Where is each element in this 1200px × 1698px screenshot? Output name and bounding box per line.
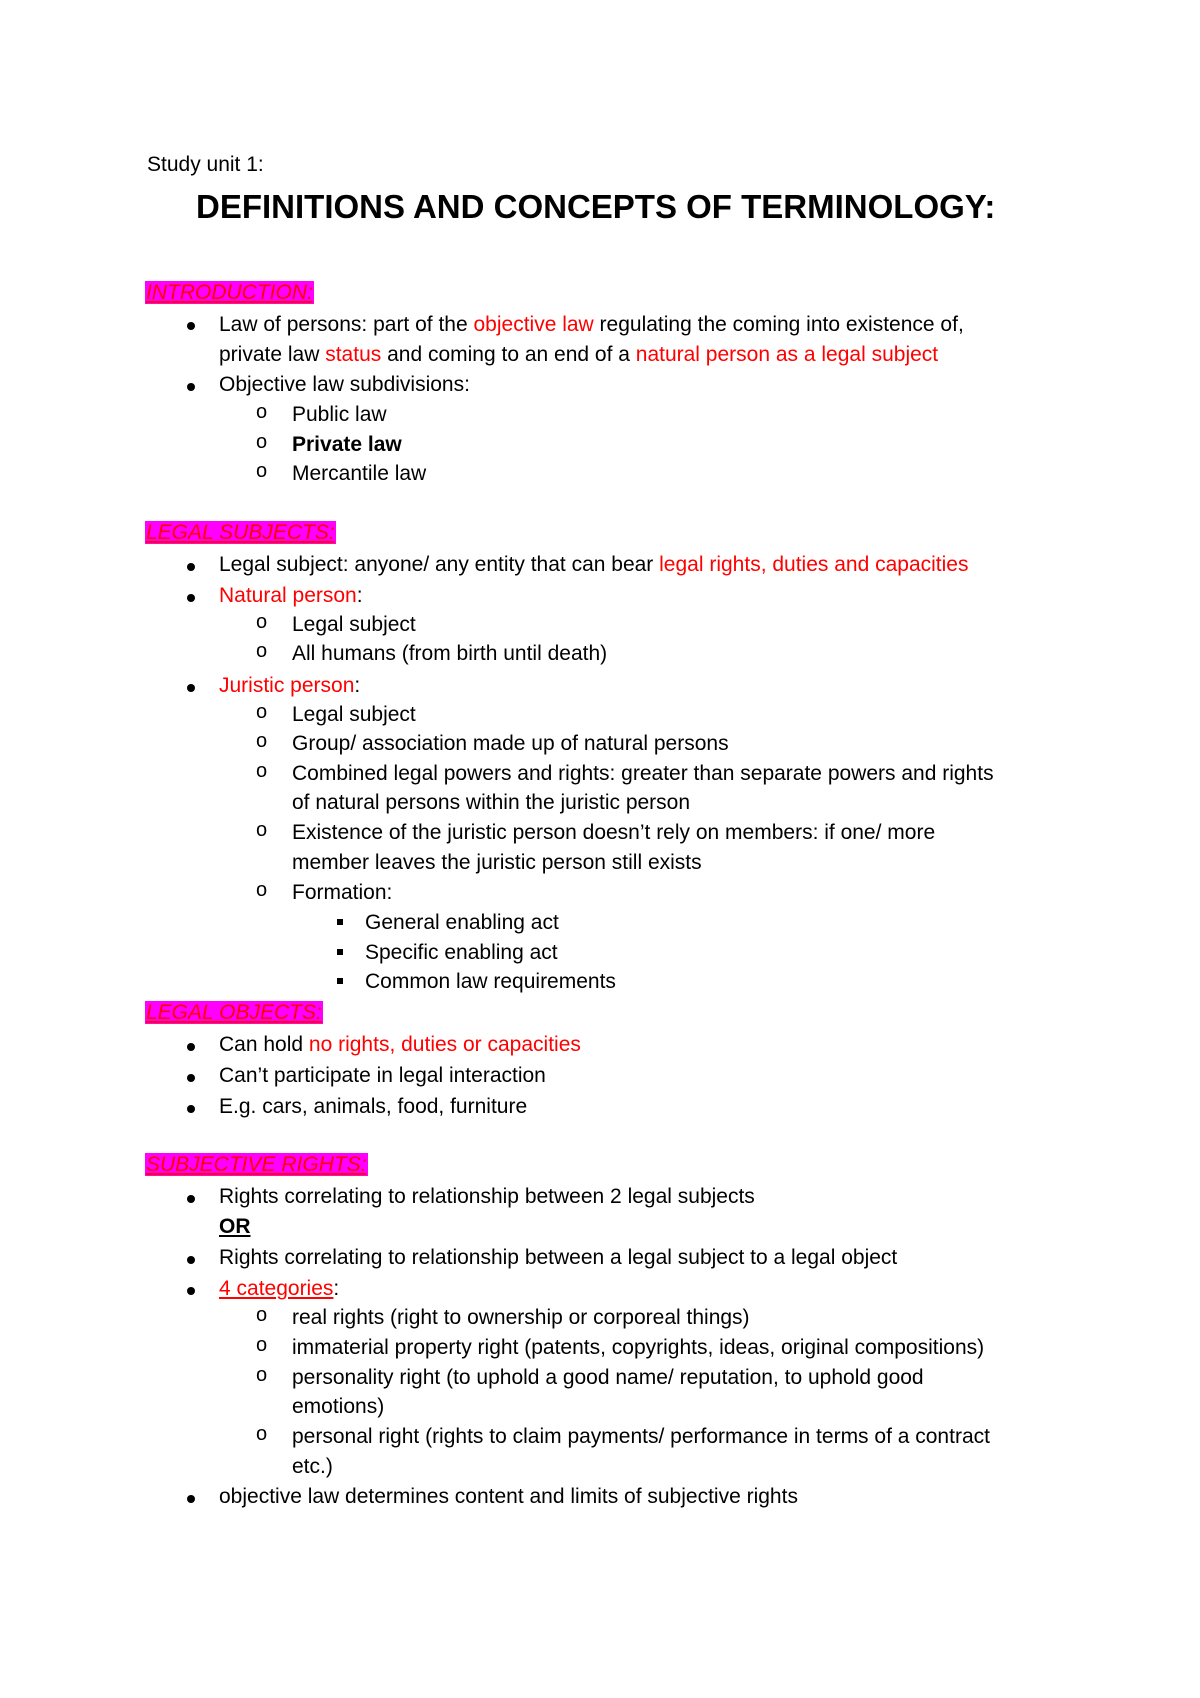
sub-list-item: Existence of the juristic person doesn’t rely on members: if one/ more bbox=[292, 821, 936, 844]
bullet-icon bbox=[187, 1074, 195, 1082]
circle-bullet-icon: o bbox=[256, 730, 268, 752]
sub-list-item: immaterial property right (patents, copyrights, ideas, original compositions) bbox=[292, 1336, 985, 1359]
list-item: objective law determines content and limits of subjective rights bbox=[219, 1485, 798, 1508]
list-item: Natural person: bbox=[219, 584, 363, 607]
circle-bullet-icon: o bbox=[256, 1334, 268, 1356]
list-item: 4 categories: bbox=[219, 1277, 340, 1300]
sub-list-item: Group/ association made up of natural persons bbox=[292, 732, 729, 755]
sub-list-item: Private law bbox=[292, 433, 402, 456]
bullet-icon bbox=[187, 594, 195, 602]
sub-sub-list-item: General enabling act bbox=[365, 911, 559, 934]
or-connector: OR bbox=[219, 1215, 251, 1238]
list-item-continuation: private law status and coming to an end of a natural person as a legal subject bbox=[219, 343, 939, 366]
circle-bullet-icon: o bbox=[256, 760, 268, 782]
sub-list-item-continuation: emotions) bbox=[292, 1395, 385, 1418]
sub-list-item: Public law bbox=[292, 403, 387, 426]
circle-bullet-icon: o bbox=[256, 1364, 268, 1386]
list-item: Legal subject: anyone/ any entity that can bear legal rights, duties and capacities bbox=[219, 553, 969, 576]
sub-list-item: personal right (rights to claim payments/ performance in terms of a contract bbox=[292, 1425, 990, 1448]
sub-list-item: All humans (from birth until death) bbox=[292, 642, 608, 665]
bullet-icon bbox=[187, 383, 195, 391]
circle-bullet-icon: o bbox=[256, 701, 268, 723]
section-heading-introduction: INTRODUCTION: bbox=[146, 281, 313, 304]
list-item: Juristic person: bbox=[219, 674, 361, 697]
sub-list-item: Mercantile law bbox=[292, 462, 427, 485]
sub-sub-list-item: Specific enabling act bbox=[365, 941, 558, 964]
circle-bullet-icon: o bbox=[256, 640, 268, 662]
square-bullet-icon bbox=[337, 978, 343, 984]
bullet-icon bbox=[187, 1256, 195, 1264]
circle-bullet-icon: o bbox=[256, 879, 268, 901]
circle-bullet-icon: o bbox=[256, 819, 268, 841]
bullet-icon bbox=[187, 1195, 195, 1203]
sub-list-item: Combined legal powers and rights: greater than separate powers and rights bbox=[292, 762, 994, 785]
list-item: E.g. cars, animals, food, furniture bbox=[219, 1095, 528, 1118]
bullet-icon bbox=[187, 1287, 195, 1295]
circle-bullet-icon: o bbox=[256, 1304, 268, 1326]
circle-bullet-icon: o bbox=[256, 431, 268, 453]
bullet-icon bbox=[187, 1043, 195, 1051]
list-item: Objective law subdivisions: bbox=[219, 373, 470, 396]
list-item: Rights correlating to relationship between a legal subject to a legal object bbox=[219, 1246, 898, 1269]
circle-bullet-icon: o bbox=[256, 611, 268, 633]
bullet-icon bbox=[187, 1105, 195, 1113]
sub-list-item-continuation: member leaves the juristic person still exists bbox=[292, 851, 702, 874]
sub-list-item: Formation: bbox=[292, 881, 393, 904]
circle-bullet-icon: o bbox=[256, 401, 268, 423]
list-item: Law of persons: part of the objective law regulating the coming into existence of, bbox=[219, 313, 964, 336]
bullet-icon bbox=[187, 322, 195, 330]
study-unit-label: Study unit 1: bbox=[147, 153, 264, 176]
bullet-icon bbox=[187, 563, 195, 571]
section-heading-legal-subjects: LEGAL SUBJECTS: bbox=[146, 521, 335, 544]
list-item: Can’t participate in legal interaction bbox=[219, 1064, 546, 1087]
sub-list-item-continuation: of natural persons within the juristic person bbox=[292, 791, 691, 814]
sub-list-item: real rights (right to ownership or corporeal things) bbox=[292, 1306, 750, 1329]
square-bullet-icon bbox=[337, 949, 343, 955]
sub-list-item-continuation: etc.) bbox=[292, 1455, 333, 1478]
square-bullet-icon bbox=[337, 919, 343, 925]
bullet-icon bbox=[187, 1495, 195, 1503]
sub-sub-list-item: Common law requirements bbox=[365, 970, 616, 993]
circle-bullet-icon: o bbox=[256, 460, 268, 482]
section-heading-legal-objects: LEGAL OBJECTS: bbox=[146, 1001, 322, 1024]
sub-list-item: personality right (to uphold a good name/ reputation, to uphold good bbox=[292, 1366, 924, 1389]
list-item: Rights correlating to relationship between 2 legal subjects bbox=[219, 1185, 755, 1208]
list-item: Can hold no rights, duties or capacities bbox=[219, 1033, 581, 1056]
page-title: DEFINITIONS AND CONCEPTS OF TERMINOLOGY: bbox=[196, 188, 996, 225]
sub-list-item: Legal subject bbox=[292, 703, 416, 726]
circle-bullet-icon: o bbox=[256, 1423, 268, 1445]
section-heading-subjective-rights: SUBJECTIVE RIGHTS: bbox=[146, 1153, 367, 1176]
sub-list-item: Legal subject bbox=[292, 613, 416, 636]
bullet-icon bbox=[187, 684, 195, 692]
